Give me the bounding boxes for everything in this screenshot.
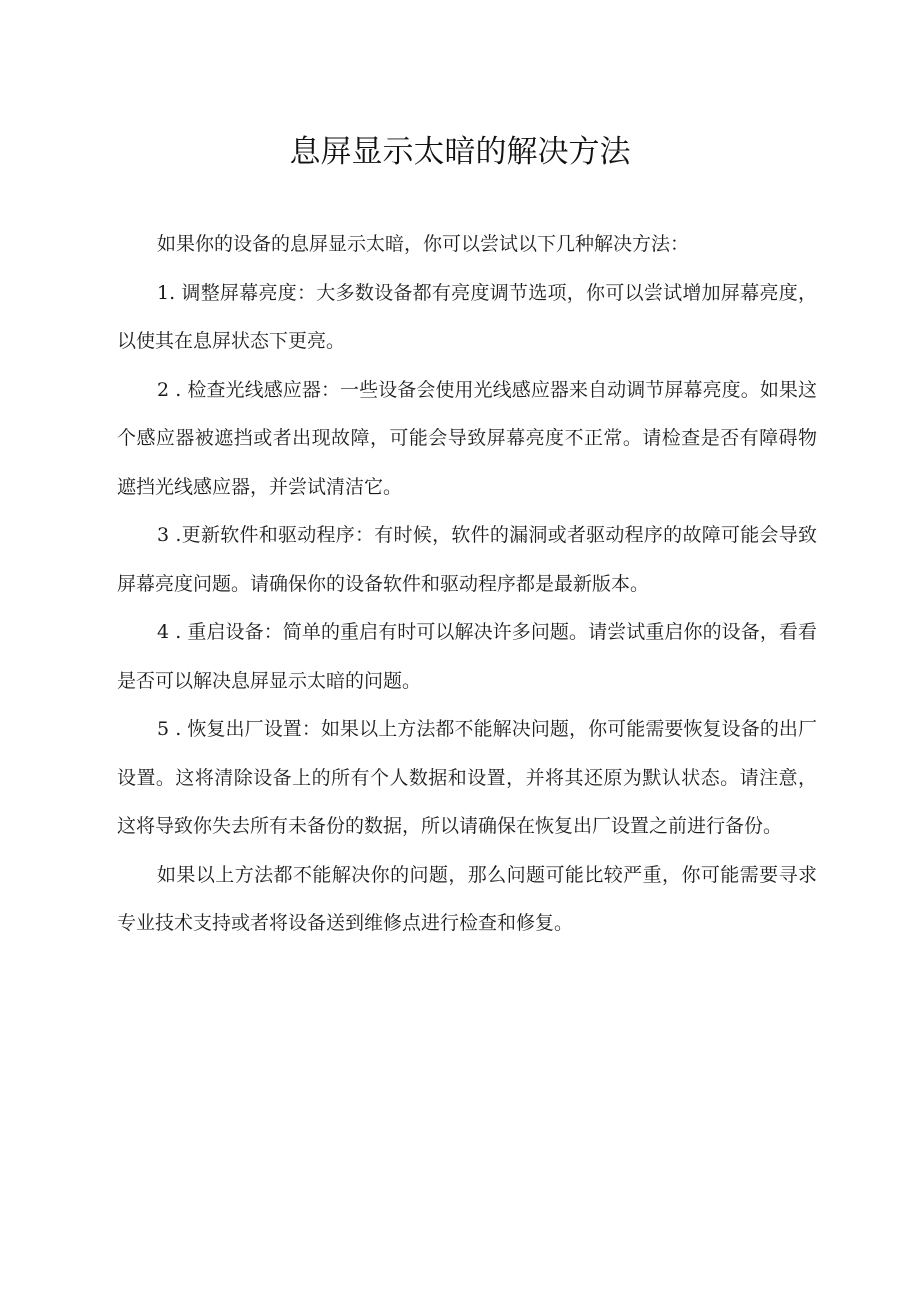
step-1-paragraph: 1. 调整屏幕亮度：大多数设备都有亮度调节选项，你可以尝试增加屏幕亮度，以使其在息屏状态下更亮。 bbox=[117, 281, 817, 352]
document-body bbox=[117, 220, 817, 948]
step-2-paragraph: 2 . 检查光线感应器：一些设备会使用光线感应器来自动调节屏幕亮度。如果这个感应器被遮挡或者出现故障，可能会导致屏幕亮度不正常。请检查是否有障碍物遮挡光线感应器，并尝试清洁它。 bbox=[117, 378, 817, 498]
step-4-paragraph: 4 . 重启设备：简单的重启有时可以解决许多问题。请尝试重启你的设备，看看是否可以解决息屏显示太暗的问题。 bbox=[117, 621, 817, 692]
step-5-paragraph: 5 . 恢复出厂设置：如果以上方法都不能解决问题，你可能需要恢复设备的出厂设置。这将清除设备上的所有个人数据和设置，并将其还原为默认状态。请注意，这将导致你失去所有未备份的数据，所以请确保在恢复出厂设置之前进行备份。 bbox=[117, 718, 817, 837]
document-title: 息屏显示太暗的解决方法 bbox=[289, 134, 631, 170]
step-3-paragraph: 3 .更新软件和驱动程序：有时候，软件的漏洞或者驱动程序的故障可能会导致屏幕亮度问题。请确保你的设备软件和驱动程序都是最新版本。 bbox=[117, 524, 817, 595]
intro-paragraph: 如果你的设备的息屏显示太暗，你可以尝试以下几种解决方法： bbox=[157, 233, 690, 255]
conclusion-paragraph: 如果以上方法都不能解决你的问题，那么问题可能比较严重，你可能需要寻求专业技术支持或者将设备送到维修点进行检查和修复。 bbox=[117, 863, 817, 934]
